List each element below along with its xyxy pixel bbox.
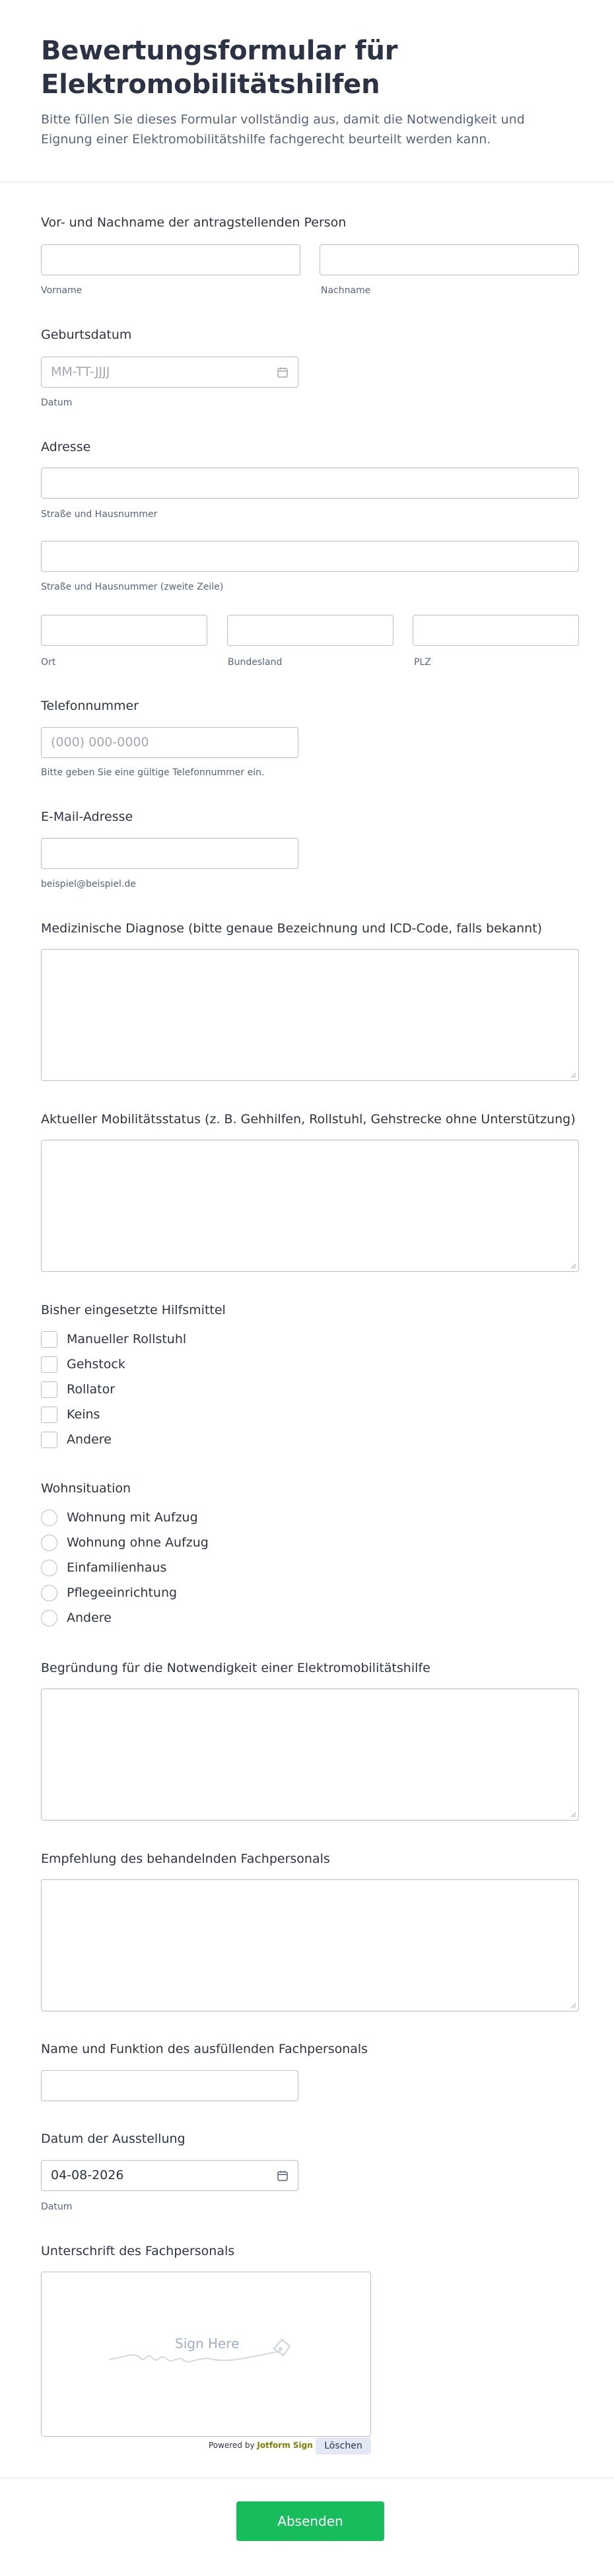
diagnosis-label: Medizinische Diagnose (bitte genaue Bezeichnung und ICD-Code, falls bekannt): [41, 921, 543, 936]
zip-sublabel: PLZ: [414, 657, 431, 668]
living-option-no-elevator[interactable]: [41, 1534, 209, 1551]
option-label: Keins: [67, 1407, 100, 1422]
option-label: Manueller Rollstuhl: [67, 1332, 187, 1346]
aids-option-cane[interactable]: [41, 1356, 125, 1373]
city-sublabel: Ort: [41, 657, 56, 668]
recommendation-textarea[interactable]: [41, 1879, 579, 2011]
living-option-house[interactable]: [41, 1559, 166, 1576]
option-label: Gehstock: [67, 1357, 125, 1372]
signature-label: Unterschrift des Fachpersonals: [41, 2244, 235, 2258]
checkbox[interactable]: [41, 1381, 57, 1398]
calendar-icon[interactable]: [277, 366, 289, 378]
diagnosis-textarea[interactable]: [41, 949, 579, 1081]
powered-by: [209, 2441, 313, 2450]
option-label: Rollator: [67, 1382, 116, 1397]
state-input[interactable]: [227, 615, 393, 646]
radio-button[interactable]: [41, 1510, 57, 1526]
name-label: Vor- und Nachname der antragstellenden Person: [41, 215, 347, 230]
issue-date-sublabel: Datum: [41, 2202, 73, 2212]
checkbox[interactable]: [41, 1407, 57, 1423]
phone-input[interactable]: [41, 727, 298, 758]
mobility-textarea[interactable]: [41, 1140, 579, 1272]
signature-pad[interactable]: [41, 2272, 371, 2437]
last-name-input[interactable]: [320, 244, 579, 275]
street-sublabel: Straße und Hausnummer: [41, 509, 158, 520]
phone-sublabel: Bitte geben Sie eine gültige Telefonnummer ein.: [41, 767, 265, 778]
staff-name-label: Name und Funktion des ausfüllenden Fachpersonals: [41, 2042, 368, 2056]
calendar-icon[interactable]: [277, 2170, 289, 2182]
issue-date-input[interactable]: [41, 2160, 298, 2191]
form-title-line-2: Elektromobilitätshilfen: [41, 69, 380, 100]
street2-sublabel: Straße und Hausnummer (zweite Zeile): [41, 582, 224, 592]
birthdate-input[interactable]: [41, 357, 298, 388]
living-option-elevator[interactable]: [41, 1509, 198, 1526]
email-label: E-Mail-Adresse: [41, 810, 133, 824]
birthdate-sublabel: Datum: [41, 398, 73, 408]
staff-name-input[interactable]: [41, 2070, 298, 2101]
clear-signature-button[interactable]: Löschen: [316, 2437, 371, 2454]
form-header: [0, 0, 614, 182]
option-label: Wohnung mit Aufzug: [67, 1510, 198, 1525]
birthdate-placeholder: MM-TT-JJJJ: [51, 365, 110, 379]
aids-label: Bisher eingesetzte Hilfsmittel: [41, 1303, 226, 1317]
option-label: Pflegeeinrichtung: [67, 1585, 178, 1600]
city-input[interactable]: [41, 615, 207, 646]
form-subtitle: [41, 110, 573, 149]
living-option-care-facility[interactable]: [41, 1584, 177, 1601]
issue-date-label: Datum der Ausstellung: [41, 2132, 186, 2146]
aids-option-other[interactable]: [41, 1431, 112, 1448]
signature-hint: Sign Here: [175, 2336, 240, 2351]
zip-input[interactable]: [413, 615, 579, 646]
first-name-sublabel: Vorname: [41, 285, 83, 296]
aids-option-none[interactable]: [41, 1406, 100, 1423]
issue-date-value: 04-08-2026: [51, 2168, 124, 2182]
last-name-sublabel: Nachname: [321, 285, 371, 296]
resize-handle-icon[interactable]: [570, 1811, 576, 1818]
first-name-input[interactable]: [41, 244, 300, 275]
address-label: Adresse: [41, 440, 91, 454]
phone-label: Telefonnummer: [41, 699, 139, 713]
living-label: Wohnsituation: [41, 1481, 131, 1496]
justification-label: Begründung für die Notwendigkeit einer Elektromobilitätshilfe: [41, 1661, 430, 1675]
street-input[interactable]: [41, 468, 579, 499]
radio-button[interactable]: [41, 1560, 57, 1576]
form-subtitle-line-2: Eignung einer Elektromobilitätshilfe fachgerecht beurteilt werden kann.: [41, 132, 491, 147]
radio-button[interactable]: [41, 1610, 57, 1626]
option-label: Einfamilienhaus: [67, 1560, 167, 1575]
birthdate-label: Geburtsdatum: [41, 328, 132, 342]
option-label: Andere: [67, 1432, 112, 1447]
jotform-sign-brand: Jotform Sign: [257, 2441, 313, 2450]
resize-handle-icon[interactable]: [570, 1072, 576, 1078]
powered-by-prefix: Powered by: [209, 2441, 255, 2450]
living-option-other[interactable]: [41, 1609, 112, 1626]
phone-placeholder: (000) 000-0000: [51, 735, 149, 749]
resize-handle-icon[interactable]: [570, 1263, 576, 1269]
state-sublabel: Bundesland: [228, 657, 283, 668]
aids-option-rollator[interactable]: [41, 1381, 115, 1398]
email-input[interactable]: [41, 838, 298, 869]
option-label: Andere: [67, 1611, 112, 1625]
radio-button[interactable]: [41, 1535, 57, 1551]
recommendation-label: Empfehlung des behandelnden Fachpersonals: [41, 1852, 330, 1866]
justification-textarea[interactable]: [41, 1688, 579, 1821]
resize-handle-icon[interactable]: [570, 2002, 576, 2009]
radio-button[interactable]: [41, 1585, 57, 1601]
checkbox[interactable]: [41, 1432, 57, 1448]
form-subtitle-line-1: Bitte füllen Sie dieses Formular vollständig aus, damit die Notwendigkeit und: [41, 112, 525, 127]
checkbox[interactable]: [41, 1331, 57, 1348]
street2-input[interactable]: [41, 541, 579, 572]
form-title: [41, 34, 573, 102]
aids-option-manual-wheelchair[interactable]: [41, 1331, 186, 1348]
email-sublabel: beispiel@beispiel.de: [41, 879, 136, 889]
form-title-line-1: Bewertungsformular für: [41, 36, 398, 66]
checkbox[interactable]: [41, 1356, 57, 1373]
submit-button[interactable]: Absenden: [236, 2501, 384, 2541]
mobility-label: Aktueller Mobilitätsstatus (z. B. Gehhilfen, Rollstuhl, Gehstrecke ohne Unterstützung): [41, 1112, 576, 1127]
option-label: Wohnung ohne Aufzug: [67, 1535, 209, 1550]
